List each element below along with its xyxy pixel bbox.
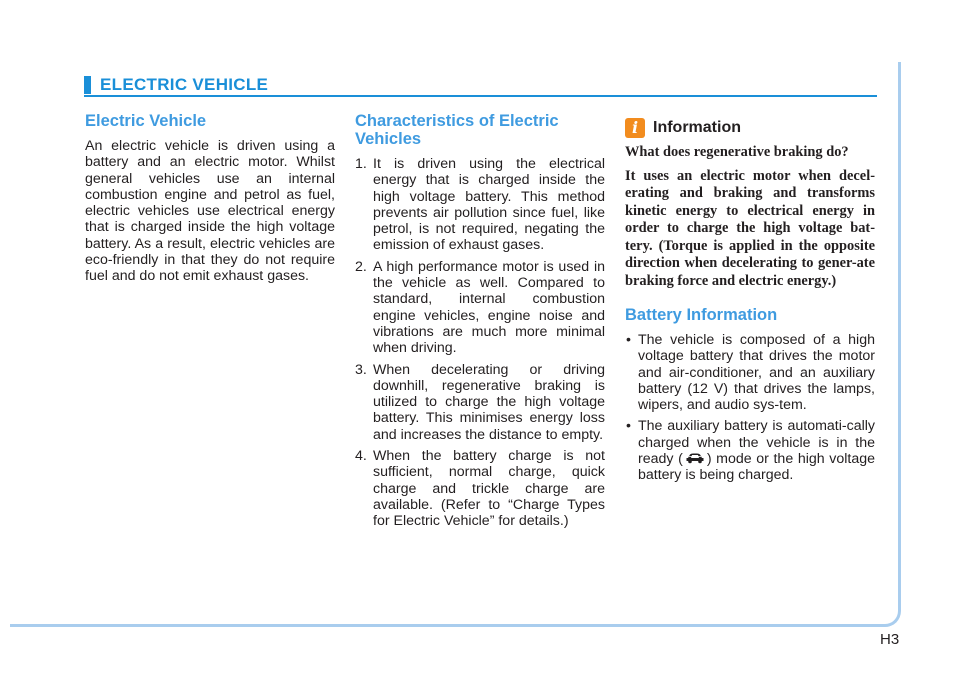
page-number: H3	[880, 631, 900, 648]
item-number: 3.	[355, 361, 367, 378]
heading-electric-vehicle: Electric Vehicle	[85, 112, 207, 130]
section-header-rule	[84, 95, 877, 97]
list-item: • The auxiliary battery is automati-cally charged when the vehicle is in the ready ( ) mode or the high voltage battery is being charged.	[626, 418, 875, 484]
item-number: 1.	[355, 156, 367, 172]
item-text-pre: The auxiliary battery is automati-cally charged when the vehicle is in the ready (	[638, 418, 875, 468]
heading-battery-information: Battery Information	[625, 306, 778, 324]
column-electric-vehicle	[85, 112, 335, 285]
item-text: A high performance motor is used in the vehicle as well. Compared to standard, internal combustion engine vehicles, engine noise and vibrations are much more minimal when driving.	[373, 258, 605, 357]
info-icon: i	[625, 118, 645, 138]
information-header	[625, 118, 875, 138]
characteristics-list	[355, 156, 605, 530]
item-text: When decelerating or driving downhill, regenerative braking is utilized to charge the high voltage battery. This minimises energy loss and increases the distance to empty.	[373, 361, 605, 443]
list-item	[355, 259, 605, 357]
item-text: When the battery charge is not sufficient, normal charge, quick charge and trickle charge are available. (Refer to “Charge Types for Electric Vehicle” for details.)	[373, 448, 605, 530]
information-answer: It uses an electric motor when decel-erating and braking and transforms kinetic energy to electrical energy in order to charge the high voltage bat-tery. (Torque is applied in the opposite direction when decelerating to gener-ate braking force and electric energy.)	[625, 167, 875, 289]
heading-characteristics: Characteristics of Electric Vehicles	[355, 112, 559, 148]
list-item	[355, 156, 605, 254]
item-text-post: ) mode or the high voltage battery is being charged.	[638, 451, 875, 484]
information-question: What does regenerative braking do?	[625, 144, 849, 160]
list-item	[355, 448, 605, 529]
section-title: ELECTRIC VEHICLE	[100, 75, 269, 94]
battery-bullet-list	[625, 332, 875, 484]
item-number: 4.	[355, 448, 367, 465]
list-item	[355, 362, 605, 443]
column-information	[625, 112, 875, 489]
item-text: It is driven using the electrical energy that is charged inside the high voltage battery. This method prevents air pollution since fuel, like petrol, is not required, negating the emission of exhaust gases.	[373, 156, 605, 254]
item-text: The vehicle is composed of a high voltage battery that drives the motor and air-conditioner, and an auxiliary battery (12 V) that drives the lamps, wipers, and audio sys-tem.	[638, 332, 875, 414]
section-header-bar	[84, 76, 91, 94]
item-number: 2.	[355, 258, 367, 275]
column-characteristics	[355, 112, 605, 535]
ready-indicator-icon	[685, 453, 705, 464]
information-title: Information	[653, 119, 741, 136]
list-item: • The vehicle is composed of a high voltage battery that drives the motor and air-conditioner, and an auxiliary battery (12 V) that drives the lamps, wipers, and audio sys-tem.	[626, 332, 875, 414]
electric-vehicle-paragraph: An electric vehicle is driven using a battery and an electric motor. Whilst general vehicles use an internal combustion engine and petrol as fuel, electric vehicles use electrical energy that is charged inside the high voltage battery. As a result, electric vehicles are eco-friendly in that they do not require fuel and do not emit exhaust gases.	[85, 138, 335, 285]
